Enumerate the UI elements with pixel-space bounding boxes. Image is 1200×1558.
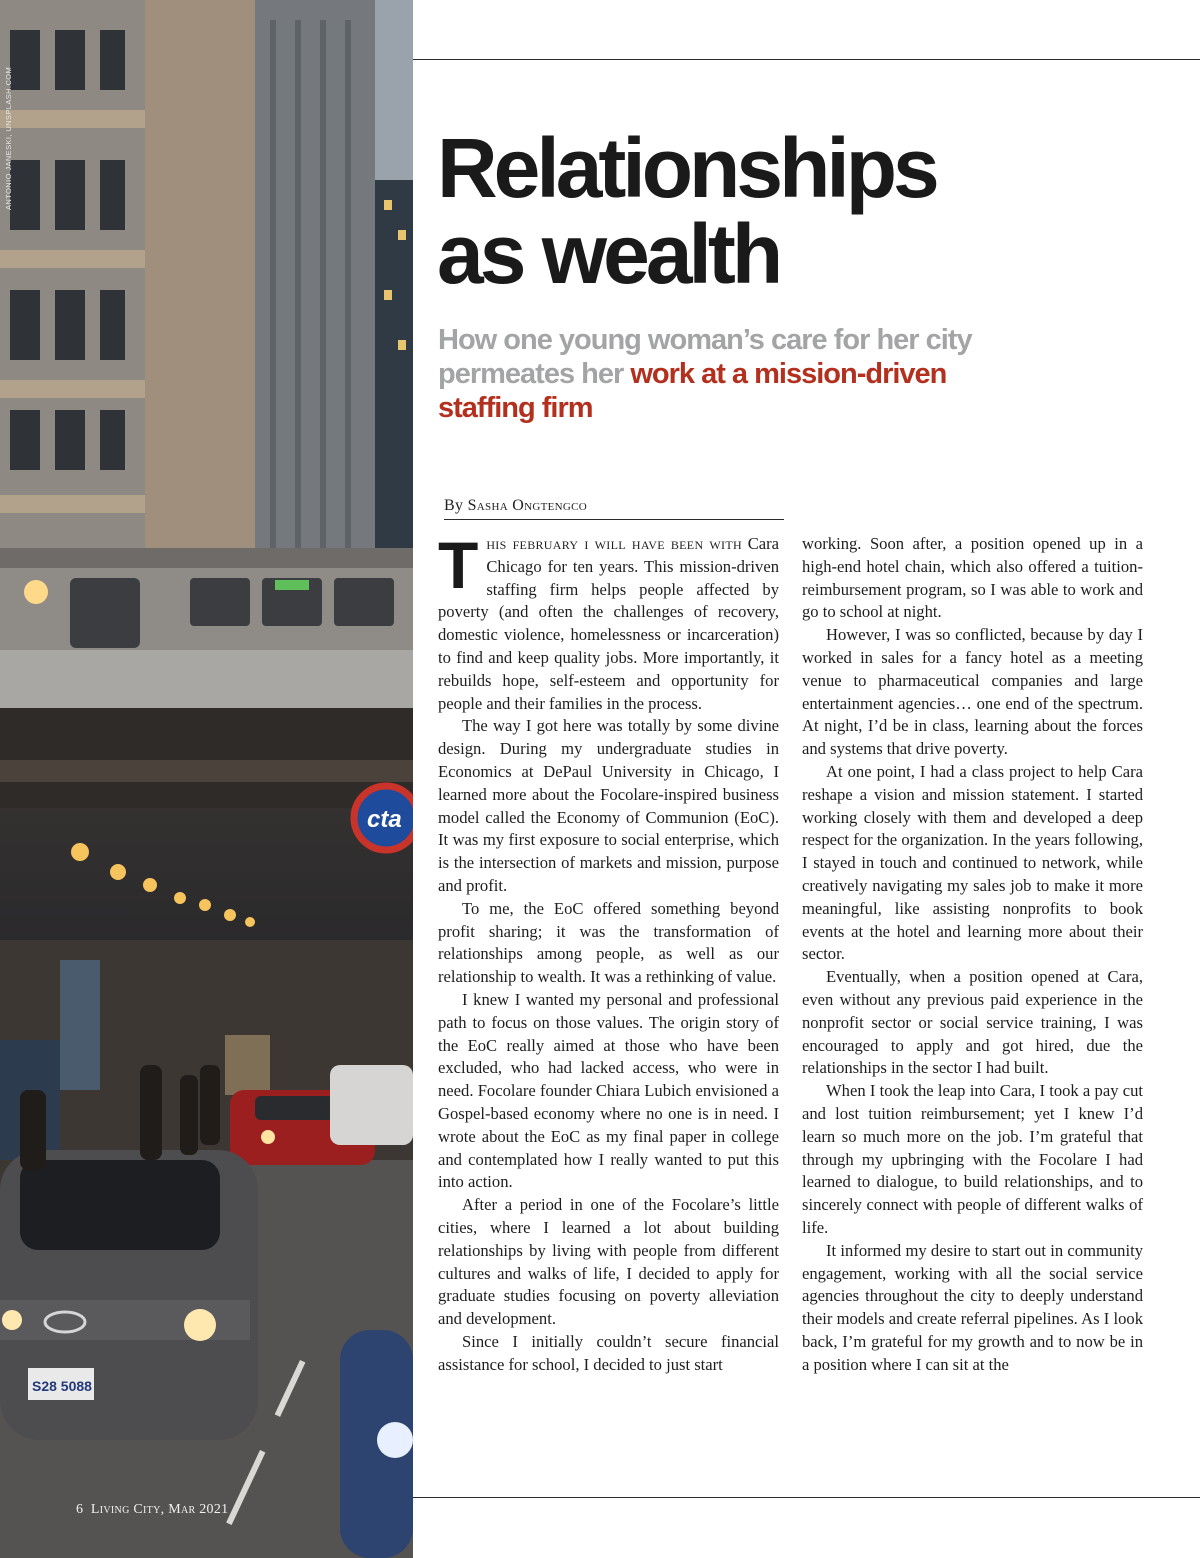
top-rule	[413, 59, 1200, 60]
title-line-1: Relationships	[437, 121, 936, 215]
byline-prefix: By	[444, 497, 464, 514]
article-subtitle	[438, 323, 998, 425]
article-title	[437, 121, 1157, 301]
page-number: 6	[76, 1502, 84, 1517]
paragraph: I knew I wanted my personal and professional path to focus on those values. The origin story of the EoC really aimed at those who have been excluded, who had lacked access, who were in need. Focolare founder Chiara Lubich envisioned a Gospel-based economy where no one is in need. I wrote about the EoC as my final paper in college and contemplated how I really wanted to put this into action.	[438, 989, 779, 1192]
subtitle-grey: How one young woman’s care for her city permeates her	[438, 324, 972, 390]
paragraph: At one point, I had a class project to help Cara reshape a vision and mission statement. I started working closely with them and developed a deep respect for the organization. In the years following, I stayed in touch and continued to network, while creatively navigating my sales job to make it more meaningful, like assisting nonprofits to book events at the hotel and learning more about their sector.	[802, 761, 1143, 964]
page-footer	[76, 1502, 228, 1518]
paragraph: To me, the EoC offered something beyond profit sharing; it was the transformation of relationships among people, as well as our relationship to wealth. It was a rethinking of value.	[438, 898, 779, 987]
drop-cap: T	[438, 528, 479, 602]
license-plate-text: S28 5088	[32, 1378, 92, 1394]
lead-in: his february i will have been with	[486, 534, 742, 553]
subtitle-red: work at a mission-driven staffing firm	[438, 358, 947, 424]
cta-sign-text: cta	[367, 806, 402, 833]
issue-date: Mar 2021	[168, 1502, 229, 1517]
paragraph: Since I initially couldn’t secure financial assistance for school, I decided to just start	[438, 1331, 779, 1374]
paragraph-text: Cara Chicago for ten years. This mission-driven staffing firm helps people affected by poverty (and often the challenges of recovery, domestic violence, homelessness or incarceration) to find and keep quality jobs. More importantly, it rebuilds hope, self-esteem and opportunity for people and their families in the process.	[438, 534, 780, 713]
street-scene-illustration	[0, 0, 413, 1558]
article-column-1	[438, 528, 780, 1376]
paragraph: The way I got here was totally by some divine design. During my undergraduate studies in Economics at DePaul University in Chicago, I learned more about the Focolare-inspired business model called the Economy of Communion (EoC). It was my first exposure to social enterprise, which is the intersection of markets and mission, purpose and profit.	[438, 716, 779, 895]
cover-photo	[0, 0, 413, 1558]
article-column-2	[802, 533, 1143, 1376]
magazine-name: Living City,	[90, 1502, 165, 1517]
bottom-rule	[413, 1497, 1200, 1498]
paragraph: However, I was so conflicted, because by day I worked in sales for a fancy hotel as a meeting venue to pharmaceutical companies and large entertainment agencies… one end of the spectrum. At night, I’d be in class, learning about the forces and systems that drive poverty.	[802, 625, 1143, 759]
paragraph	[438, 528, 780, 715]
byline-author: Sasha Ongtengco	[467, 497, 587, 514]
paragraph: Eventually, when a position opened at Cara, even without any previous paid experience in the nonprofit sector or social service training, I was encouraged to apply and got hired, due the relationships in the sector I had built.	[802, 967, 1143, 1078]
paragraph: When I took the leap into Cara, I took a pay cut and lost tuition reimbursement; yet I knew I’d learn so much more on the job. I’m grateful that through my upbringing with the Focolare I had learned to dialogue, to build relationships, and to sincerely connect with people of different walks of life.	[802, 1081, 1143, 1237]
photo-credit: ANTONIO JANESKI, UNSPLASH.COM	[4, 66, 13, 210]
paragraph: After a period in one of the Focolare’s little cities, where I learned a lot about building relationships by living with people from different cultures and walks of life, I decided to apply for graduate studies focusing on poverty alleviation and development.	[438, 1195, 779, 1329]
byline	[444, 497, 784, 520]
paragraph: It informed my desire to start out in community engagement, working with all the social service agencies throughout the city to deeply understand their models and create referral pipelines. As I look back, I’m grateful for my growth and to now be in a position where I can sit at the	[802, 1240, 1143, 1374]
paragraph: working. Soon after, a position opened up in a high-end hotel chain, which also offered a tuition-reimbursement program, so I was able to work and go to school at night.	[802, 534, 1143, 622]
title-line-2: as wealth	[437, 207, 780, 301]
